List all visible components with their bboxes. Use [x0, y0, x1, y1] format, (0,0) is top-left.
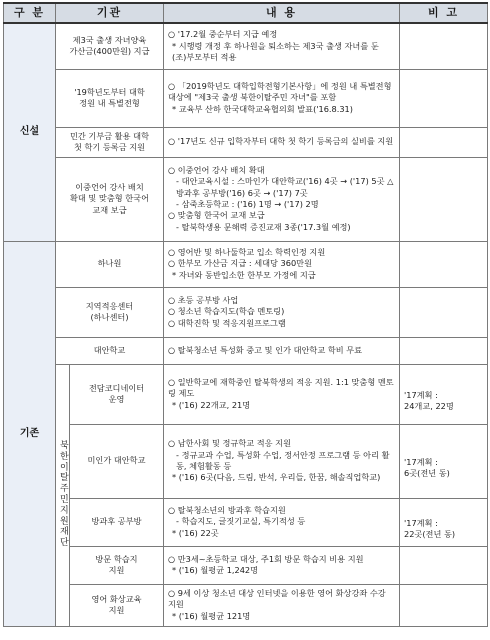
remark-plan — [404, 518, 483, 541]
content-cell — [164, 241, 400, 287]
sub-category-foundation — [56, 364, 70, 626]
remark-line: '17계획 : — [404, 517, 438, 528]
sub-category-char: 이 — [60, 462, 69, 473]
organization-cell — [70, 364, 164, 424]
content-cell — [164, 364, 400, 424]
organization-line: 정원 내 특별전형 — [79, 98, 140, 108]
organization-line: 확대 및 맞춤형 한국어 — [70, 193, 149, 204]
content-line: * 교육부 산하 한국대학교육협의회 발표('16.8.31) — [172, 103, 353, 114]
content-line: ○ 맞춤형 한국어 교재 보급 — [168, 210, 265, 221]
remark-cell — [400, 127, 488, 157]
sub-category-char: 주 — [60, 484, 69, 495]
row-new — [4, 127, 488, 157]
content-cell — [164, 337, 400, 364]
remark-cell — [400, 498, 488, 546]
remark-cell — [400, 424, 488, 498]
sub-category-char: 북 — [60, 441, 69, 452]
sub-category-vertical-text — [60, 441, 69, 549]
organization-cell — [56, 287, 164, 337]
remark-line: 6곳(전년 동) — [404, 468, 450, 478]
remark-plan — [404, 457, 483, 480]
content-cell — [164, 69, 400, 127]
remark-cell — [400, 23, 488, 69]
content-line: ○ 대학진학 및 적응지원프로그램 — [168, 317, 286, 328]
sub-category-char: 단 — [60, 538, 69, 549]
content-cell — [164, 127, 400, 157]
content-line: * ('16) 22곳 — [172, 527, 219, 538]
content-cell — [164, 157, 400, 241]
content-line: ○ 한부모 가산금 지급 : 세대당 360만원 — [168, 258, 312, 269]
content-line: - 탈북학생용 문해력 증진교재 3종('17.3월 예정) — [176, 221, 351, 232]
content-line: ○ 일반학교에 재학중인 탈북학생의 적응 지원. 1:1 맞춤형 멘토링 제도 — [168, 377, 394, 399]
content-line: - 대안교육시설 : 스마인가 대안학교('16) 4곳 → ('17) 5곳 △방과후 공부방('16) 6곳 → ('17) 7곳 — [176, 176, 394, 198]
content-line: * ('16) 월평균 121명 — [172, 610, 251, 621]
sub-category-char: 한 — [60, 451, 69, 462]
organization-line: 하나원 — [97, 258, 122, 269]
organization-line: 교재 보급 — [92, 204, 127, 215]
header-row — [4, 3, 488, 23]
organization-line: 대안학교 — [93, 344, 126, 355]
row-existing-sub — [4, 424, 488, 498]
content-line: ○ 이중언어 강사 배치 확대 — [168, 165, 265, 176]
organization-line: 미인가 대안학교 — [87, 455, 146, 466]
remark-cell — [400, 287, 488, 337]
content-cell — [164, 584, 400, 626]
row-new — [4, 23, 488, 69]
remark-cell — [400, 337, 488, 364]
organization-line: 첫 학기 등록금 지원 — [73, 142, 146, 152]
organization-cell — [56, 337, 164, 364]
content-line: ○ 9세 이상 청소년 대상 인터넷을 이용한 영어 화상강좌 수강 지원 — [168, 588, 386, 610]
content-line: ○ '17년도 신규 입학자부터 대학 첫 학기 등록금의 실비를 지원 — [168, 136, 394, 147]
row-existing-sub — [4, 584, 488, 626]
organization-cell — [56, 69, 164, 127]
organization-cell — [56, 23, 164, 69]
content-cell — [164, 498, 400, 546]
content-line: - 삼죽초등학교 : ('16) 1명 → ('17) 2명 — [176, 199, 319, 209]
content-line: ○ 만3세~초등학교 대상, 주1회 방문 학습지 비용 지원 — [168, 553, 364, 564]
content-line: ○ 영어반 및 하나둘학교 입소 학력인정 지원 — [168, 247, 326, 258]
content-line: * 자녀와 동반입소한 한부모 가정에 지급 — [172, 269, 316, 280]
sub-category-char: 재 — [60, 527, 69, 538]
policy-table — [3, 2, 488, 627]
content-line: ○ '17.2월 중순부터 지급 예정 — [168, 29, 278, 40]
organization-line: 방과후 공부방 — [91, 516, 142, 527]
row-existing — [4, 287, 488, 337]
organization-line: 영어 화상교육 — [91, 593, 142, 604]
remark-plan — [404, 390, 483, 413]
category-existing: 기존 — [4, 241, 56, 626]
content-line: * ('16) 22개교, 21명 — [172, 399, 251, 410]
organization-cell — [70, 424, 164, 498]
sub-category-char: 지 — [60, 505, 69, 516]
content-line: - 학습지도, 글짓기교실, 특기적성 등 — [176, 516, 306, 527]
content-cell — [164, 287, 400, 337]
organization-line: 제3국 출생 자녀양육 — [72, 34, 147, 45]
remark-cell — [400, 546, 488, 584]
organization-cell — [56, 157, 164, 241]
content-line: * 시행령 개정 후 하나원을 퇴소하는 제3국 출생 자녀를 둔 (조)부모부터 적용 — [172, 40, 379, 62]
remark-cell — [400, 364, 488, 424]
header-content: 내 용 — [164, 3, 400, 23]
remark-line: '17계획 : — [404, 389, 438, 400]
organization-line: 지역적응센터 — [85, 300, 134, 311]
organization-line: (하나센터) — [90, 312, 129, 322]
row-existing — [4, 337, 488, 364]
organization-line: 지원 — [108, 565, 125, 575]
row-existing — [4, 241, 488, 287]
organization-line: 방문 학습지 — [95, 553, 138, 564]
content-line: * ('16) 월평균 1,242명 — [172, 565, 259, 575]
policy-table-sheet — [3, 2, 487, 636]
content-line: ○ 탈북청소년 특성화 중고 및 인가 대안학교 학비 무료 — [168, 344, 363, 355]
remark-cell — [400, 157, 488, 241]
sub-category-char: 탈 — [60, 473, 69, 484]
row-new — [4, 157, 488, 241]
sub-category-char: 원 — [60, 516, 69, 527]
organization-line: 가산금(400만원) 지급 — [69, 46, 150, 57]
content-line: ○ 남한사회 및 정규학교 적응 지원 — [168, 438, 291, 449]
content-line: ○ 초등 공부방 사업 — [168, 295, 239, 306]
organization-line: 지원 — [108, 605, 125, 615]
content-line: ○ 청소년 학습지도(학습 멘토링) — [168, 306, 285, 317]
content-line: ○ 「2019학년도 대학입학전형기본사항」에 정원 내 특별전형 대상에 "제3국 출생 북한이탈주민 자녀"를 포함 — [168, 81, 392, 103]
content-cell — [164, 23, 400, 69]
content-line: ○ 탈북청소년의 방과후 학습지원 — [168, 505, 286, 516]
organization-line: 운영 — [108, 394, 125, 404]
remark-line: '17계획 : — [404, 456, 438, 467]
organization-cell — [56, 241, 164, 287]
organization-cell — [56, 127, 164, 157]
header-category: 구 분 — [4, 3, 56, 23]
organization-line: 전담코디네이터 — [88, 382, 145, 393]
category-new: 신설 — [4, 23, 56, 241]
header-remark: 비 고 — [400, 3, 488, 23]
organization-line: '19학년도부터 대학 — [74, 86, 145, 97]
organization-cell — [70, 546, 164, 584]
organization-cell — [70, 498, 164, 546]
remark-cell — [400, 584, 488, 626]
remark-cell — [400, 69, 488, 127]
content-cell — [164, 424, 400, 498]
row-existing-sub — [4, 498, 488, 546]
sub-category-char: 민 — [60, 495, 69, 505]
header-organization: 기관 — [56, 3, 164, 23]
content-line: * ('16) 6곳(다음, 드림, 반석, 우리들, 한꿈, 해솔직업학교) — [172, 472, 381, 483]
organization-line: 이중언어 강사 배치 — [75, 182, 144, 193]
content-cell — [164, 546, 400, 584]
remark-line: 22곳(전년 동) — [404, 529, 456, 539]
row-existing-sub — [4, 364, 488, 424]
remark-cell — [400, 241, 488, 287]
row-existing-sub — [4, 546, 488, 584]
organization-line: 민간 기부금 활용 대학 — [70, 130, 149, 141]
organization-cell — [70, 584, 164, 626]
row-new — [4, 69, 488, 127]
content-line: - 정규교과 수업, 특성화 수업, 정서안정 프로그램 등 아리 활동, 체험활동 등 — [176, 449, 390, 471]
remark-line: 24개교, 22명 — [404, 401, 454, 411]
